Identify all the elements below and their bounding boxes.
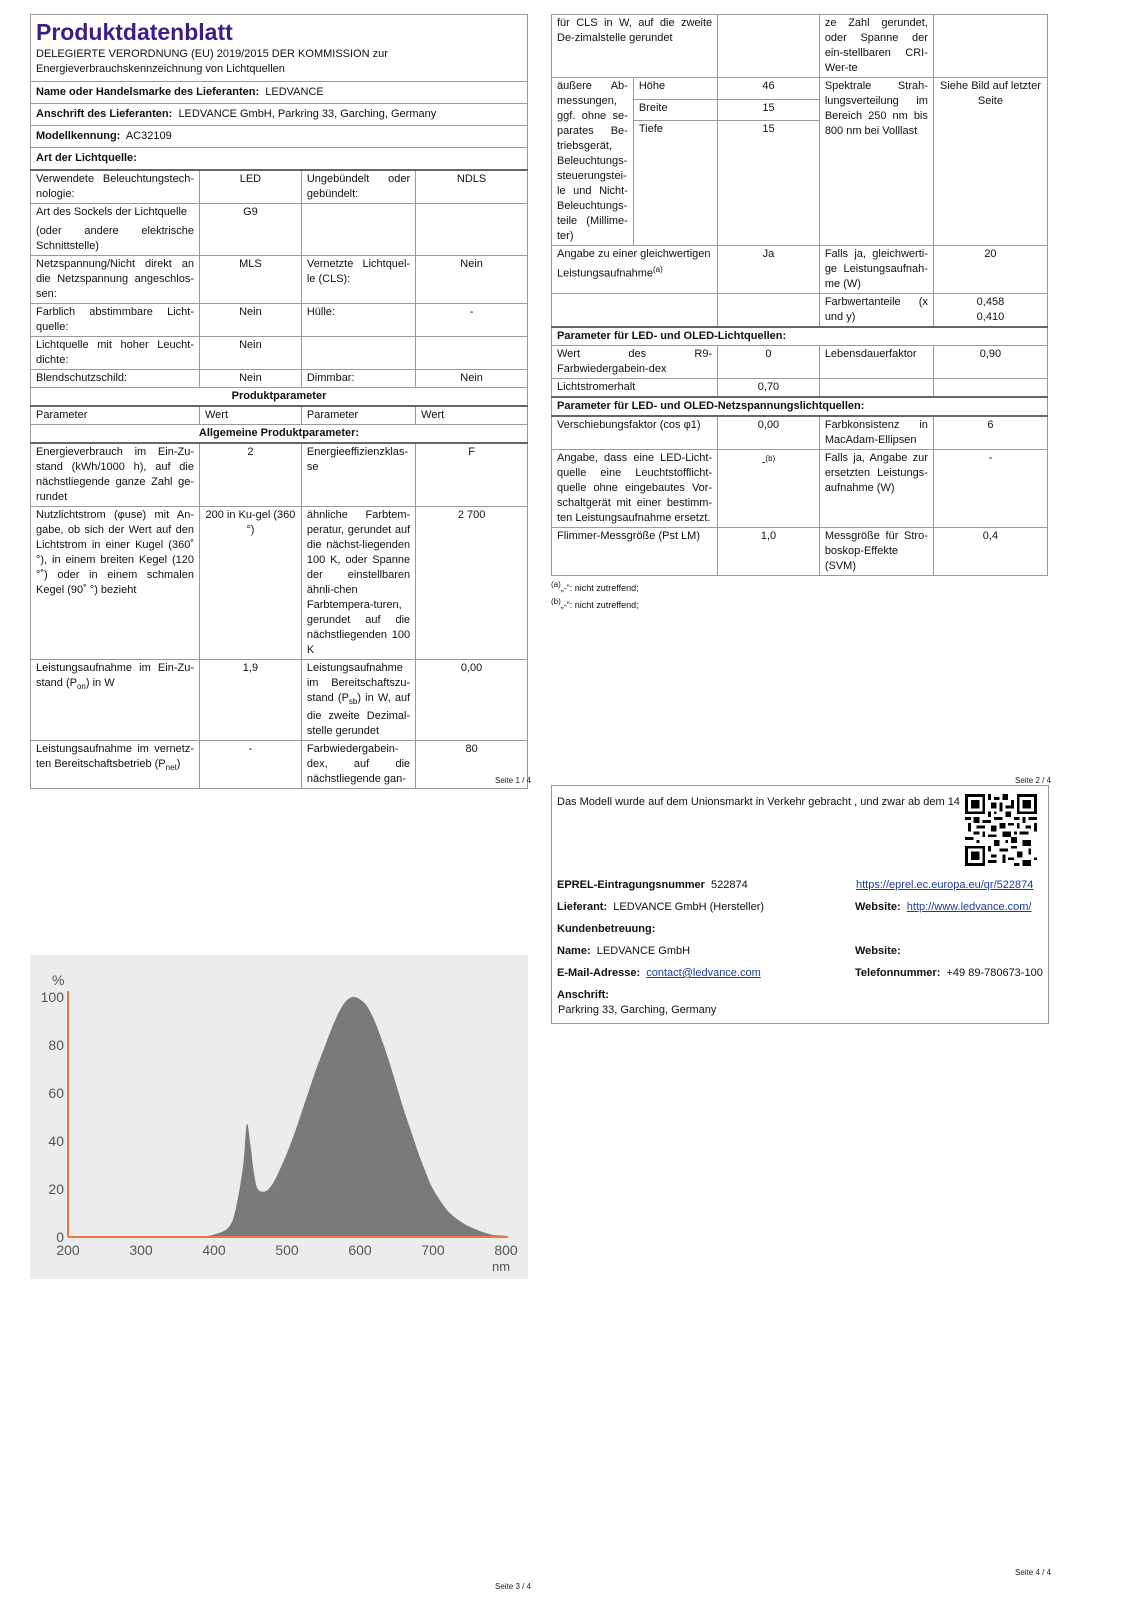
light-source-type-label: Art der Lichtquelle:: [31, 148, 528, 171]
displacement-factor-value: 0,00: [718, 416, 820, 450]
x-tick-label: 600: [348, 1242, 372, 1258]
footnote-a: (a)„-“: nicht zutreffend;: [551, 580, 639, 593]
y-tick-label: 40: [48, 1133, 64, 1149]
on-mode-power-label: Leistungsaufnahme im Ein-Zu-stand $(P_{on})$ in W: [31, 660, 200, 741]
customer-service-label: Kundenbetreuung:: [557, 923, 656, 935]
x-tick-label: 700: [421, 1242, 445, 1258]
product-params-heading: Produktparameter: [31, 388, 528, 407]
model-label: Modellkennung:: [36, 130, 121, 142]
page-number-2: Seite 2 / 4: [1015, 776, 1052, 785]
supplier-label: Lieferant:: [557, 901, 608, 913]
led-params-heading: Parameter für LED- und OLED-Lichtquellen:: [552, 327, 1048, 346]
glare-shield-value: Nein: [199, 370, 301, 388]
page-4-info-box: [551, 785, 1049, 1024]
networked-standby-value: -: [199, 741, 301, 789]
col-header-param-1: Parameter: [31, 406, 200, 425]
eprel-number: 522874: [711, 879, 748, 891]
efficiency-class-label: Energieeffizienzklas-se: [301, 443, 415, 507]
supplier-address-label: Anschrift des Lieferanten:: [36, 108, 173, 120]
email-link[interactable]: contact@ledvance.com: [646, 967, 761, 979]
y-tick-label: 100: [40, 989, 64, 1005]
x-tick-label: 400: [202, 1242, 226, 1258]
cct-value: 2 700: [416, 507, 528, 660]
efficiency-class-value: F: [416, 443, 528, 507]
colour-tunable-value: Nein: [199, 304, 301, 337]
address-label: Anschrift:: [557, 989, 609, 1001]
cri-value: 80: [416, 741, 528, 789]
y-tick-label: 60: [48, 1085, 64, 1101]
displacement-factor-label: Verschiebungsfaktor (cos φ1): [552, 416, 718, 450]
spectral-distribution-chart: [30, 955, 528, 1279]
regulation-line-1: DELEGIERTE VERORDNUNG (EU) 2019/2015 DER KOMMISSION zur: [36, 48, 388, 60]
col-header-value-2: Wert: [416, 406, 528, 425]
spectral-distribution-label: Spektrale Strah-lungsverteilung im Bereich 250 nm bis 800 nm bei Volllast: [819, 78, 933, 246]
standby-power-label: Leistungsaufnahme im Bereitschaftszu-stand $(P_{sb})$ in W, auf die zweite Dezimal-stelle gerundet: [301, 660, 415, 741]
website-2-label: Website:: [855, 945, 901, 957]
cap-label: Art des Sockels der Lichtquelle: [36, 206, 188, 218]
cls-standby-label-cont: für CLS in W, auf die zweite De-zimalstelle gerundet: [552, 15, 718, 78]
fluorescent-replacement-label: Angabe, dass eine LED-Licht-quelle eine Leuchtstofflicht-quelle ohne eingebautes Vor-schaltgerät mit einer bestimm-ten Leistungsaufnahme ersetzt.: [552, 450, 718, 528]
r9-label: Wert des R9-Farbwiedergabein-dex: [552, 346, 718, 379]
energy-consumption-value: 2: [199, 443, 301, 507]
mains-value: MLS: [199, 256, 301, 304]
height-label: Höhe: [633, 78, 717, 100]
equivalent-power-value: 20: [933, 246, 1047, 294]
width-value: 15: [718, 99, 820, 121]
fluorescent-replacement-value: -$^{(b)}$: [718, 450, 820, 528]
supplier-name-label: Name oder Handelsmarke des Lieferanten:: [36, 86, 260, 98]
parameters-table-continued: [551, 14, 1048, 576]
dimmable-value: Nein: [416, 370, 528, 388]
name-label: Name:: [557, 945, 591, 957]
equivalent-power-claim-value: Ja: [718, 246, 820, 294]
flicker-metric-label: Flimmer-Messgröße (Pst LM): [552, 528, 718, 576]
footnote-b: (b)„-“: nicht zutreffend;: [551, 597, 639, 610]
networked-standby-label: Leistungsaufnahme im vernetz-ten Bereitschaftsbetrieb $(P_{net})$: [31, 741, 200, 789]
page-number-3: Seite 3 / 4: [495, 1582, 532, 1591]
market-date-text: Das Modell wurde auf dem Unionsmarkt in Verkehr gebracht , und zwar ab dem 14: [557, 796, 960, 808]
led-mains-params-heading: Parameter für LED- und OLED-Netzspannungslichtquellen:: [552, 397, 1048, 416]
directional-label: Ungebündelt oder gebündelt:: [301, 170, 415, 204]
spectral-chart: [30, 955, 528, 1279]
qr-code-icon[interactable]: [965, 794, 1037, 866]
cap-value: G9: [199, 204, 301, 256]
mains-label: Netzspannung/Nicht direkt an die Netzspannung angeschlos-sen:: [31, 256, 200, 304]
useful-flux-value: 200 in Ku-gel (360 °): [199, 507, 301, 660]
tech-value: LED: [199, 170, 301, 204]
r9-value: 0: [718, 346, 820, 379]
x-tick-label: 500: [275, 1242, 299, 1258]
equivalent-power-label: Falls ja, gleichwerti-ge Leistungsaufnah-me (W): [819, 246, 933, 294]
page-title: Produktdatenblatt: [36, 19, 233, 45]
x-tick-label: 300: [129, 1242, 153, 1258]
replaced-power-label: Falls ja, Angabe zur ersetzten Leistungs-aufnahme (W): [819, 450, 933, 528]
cap-label-2: (oder andere elektrische Schnittstelle): [36, 225, 194, 252]
glare-shield-label: Blendschutzschild:: [31, 370, 200, 388]
high-luminance-label: Lichtquelle mit hoher Leucht-dichte:: [31, 337, 200, 370]
on-mode-power-value: 1,9: [199, 660, 301, 741]
flicker-metric-value: 1,0: [718, 528, 820, 576]
email-label: E-Mail-Adresse:: [557, 967, 641, 979]
y-tick-label: 20: [48, 1181, 64, 1197]
cct-label: ähnliche Farbtem-peratur, gerundet auf die nächst-liegenden 100 K, oder Spanne der einstellbaren ähnli-chen Farbtempera-turen, gerundet auf die nächstliegenden 100 K: [301, 507, 415, 660]
dimensions-label: äußere Ab-messungen, ggf. ohne se-parates Be-triebsgerät, Beleuchtungs-steuerungstei-le und Nicht-Beleuchtungs-teile (Millime-ter): [552, 78, 634, 246]
colour-consistency-value: 6: [933, 416, 1047, 450]
page-number-1: Seite 1 / 4: [495, 776, 532, 785]
supplier-name: LEDVANCE: [265, 86, 324, 98]
survival-factor-value: 0,90: [933, 346, 1047, 379]
colour-consistency-label: Farbkonsistenz in MacAdam-Ellipsen: [819, 416, 933, 450]
cls-label: Vernetzte Lichtquel-le (CLS):: [301, 256, 415, 304]
phone-value: +49 89-780673-100: [946, 967, 1043, 979]
replaced-power-value: -: [933, 450, 1047, 528]
spectral-distribution-value: Siehe Bild auf letzter Seite: [933, 78, 1047, 246]
stroboscopic-metric-value: 0,4: [933, 528, 1047, 576]
x-axis-unit-label: nm: [492, 1259, 511, 1274]
cri-label-cont: ze Zahl gerundet, oder Spanne der ein-stellbaren CRI-Wer-te: [819, 15, 933, 78]
height-value: 46: [718, 78, 820, 100]
useful-flux-label: Nutzlichtstrom (φuse) mit An-gabe, ob sich der Wert auf den Lichtstrom in einer Kugel (360˚ °), in einem breiten Kegel (120 °˚) oder in einem schmalen Kegel (90˚ °) bezieht: [31, 507, 200, 660]
y-axis-unit-label: %: [52, 972, 65, 988]
regulation-line-2: Energieverbrauchskennzeichnung von Lichtquellen: [36, 63, 285, 75]
equivalent-power-claim-label: Angabe zu einer gleichwertigen Leistungsaufnahme$^{(a)}$: [552, 246, 718, 294]
model-id: AC32109: [125, 130, 172, 142]
y-tick-label: 80: [48, 1037, 64, 1053]
phone-label: Telefonnummer:: [855, 967, 941, 979]
eprel-link[interactable]: https://eprel.ec.europa.eu/qr/522874: [856, 879, 1034, 891]
stroboscopic-metric-label: Messgröße für Stro-boskop-Effekte (SVM): [819, 528, 933, 576]
directional-value: NDLS: [416, 170, 528, 204]
supplier-address: LEDVANCE GmbH, Parkring 33, Garching, Germany: [178, 108, 437, 120]
general-params-heading: Allgemeine Produktparameter:: [31, 425, 528, 444]
eprel-label: EPREL-Eintragungsnummer: [557, 879, 705, 891]
website-label: Website:: [855, 901, 901, 913]
depth-label: Tiefe: [633, 121, 717, 246]
energy-consumption-label: Energieverbrauch im Ein-Zu-stand (kWh/1000 h), auf die nächstliegende ganze Zahl ge-rundet: [31, 443, 200, 507]
width-label: Breite: [633, 99, 717, 121]
name-value: LEDVANCE GmbH: [596, 945, 691, 957]
depth-value: 15: [718, 121, 820, 246]
chromaticity-value: 0,458 0,410: [933, 294, 1047, 328]
col-header-param-2: Parameter: [301, 406, 415, 425]
page-1: [30, 14, 528, 789]
col-header-value-1: Wert: [199, 406, 301, 425]
x-tick-label: 200: [56, 1242, 80, 1258]
high-luminance-value: Nein: [199, 337, 301, 370]
dimmable-label: Dimmbar:: [301, 370, 415, 388]
website-link[interactable]: http://www.ledvance.com/: [906, 901, 1032, 913]
page-number-4: Seite 4 / 4: [1015, 1568, 1052, 1577]
supplier-value: LEDVANCE GmbH (Hersteller): [613, 901, 765, 913]
address-value: Parkring 33, Garching, Germany: [558, 1004, 717, 1016]
tech-label: Verwendete Beleuchtungstech-nologie:: [31, 170, 200, 204]
envelope-value: -: [416, 304, 528, 337]
product-datasheet-table: [30, 14, 528, 789]
x-tick-label: 800: [494, 1242, 518, 1258]
survival-factor-label: Lebensdauerfaktor: [819, 346, 933, 379]
lumen-maintenance-label: Lichtstromerhalt: [552, 379, 718, 398]
page-2: [551, 14, 1048, 612]
lumen-maintenance-value: 0,70: [718, 379, 820, 398]
y-tick-label: 0: [56, 1229, 64, 1245]
cls-value: Nein: [416, 256, 528, 304]
chromaticity-label: Farbwertanteile (x und y): [819, 294, 933, 328]
cri-label: Farbwiedergabein-dex, auf die nächstliegende gan-: [301, 741, 415, 789]
colour-tunable-label: Farblich abstimmbare Licht-quelle:: [31, 304, 200, 337]
envelope-label: Hülle:: [301, 304, 415, 337]
standby-power-value: 0,00: [416, 660, 528, 741]
